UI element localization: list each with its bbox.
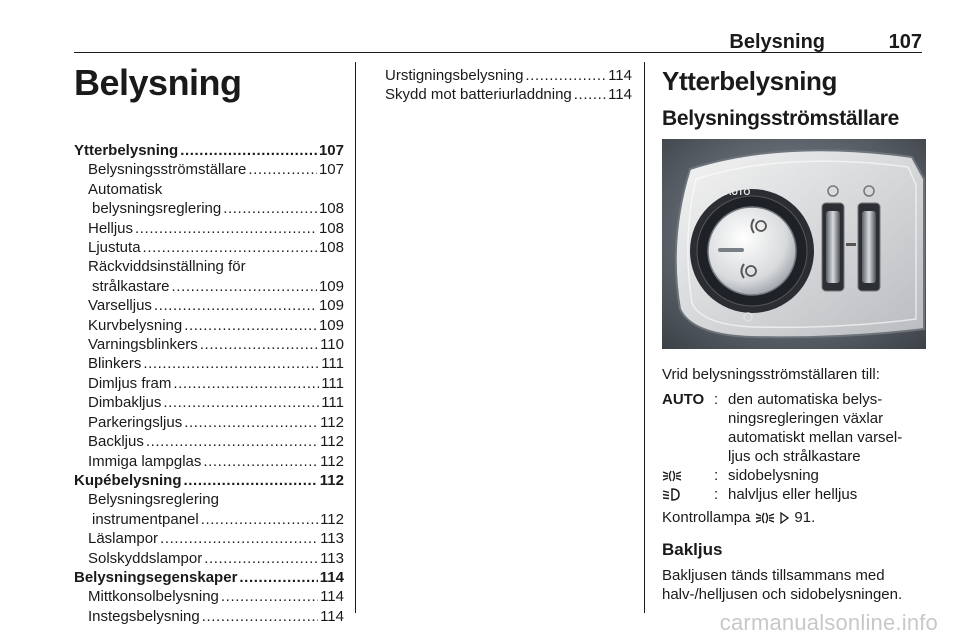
watermark: carmanualsonline.info bbox=[719, 610, 938, 635]
toc-leader-dots bbox=[200, 335, 318, 354]
toc-leader-dots bbox=[184, 413, 318, 432]
toc-entry[interactable] bbox=[74, 199, 344, 218]
toc-leader-dots bbox=[574, 85, 606, 104]
toc-entry-page: 111 bbox=[321, 355, 344, 373]
toc-leader-dots bbox=[184, 471, 318, 490]
toc-leader-dots bbox=[180, 141, 317, 160]
toc-entry[interactable] bbox=[74, 413, 344, 432]
toc-entry[interactable] bbox=[74, 510, 344, 529]
toc-entry-label: Dimbakljus bbox=[88, 394, 162, 412]
toc-entry-page: 107 bbox=[318, 161, 344, 179]
definition-colon: : bbox=[714, 391, 719, 408]
control-lamp-label: Kontrollampa bbox=[662, 509, 751, 526]
toc-entry[interactable] bbox=[74, 393, 344, 412]
toc-entry[interactable] bbox=[74, 257, 344, 276]
toc-entry[interactable] bbox=[74, 490, 344, 509]
toc-entry-page: 107 bbox=[318, 142, 344, 159]
toc-entry-page: 108 bbox=[318, 200, 344, 218]
toc-entry-label: Urstigningsbelysning bbox=[385, 67, 524, 84]
svg-text:AUTO: AUTO bbox=[725, 187, 751, 197]
toc-entry-page: 108 bbox=[318, 239, 344, 257]
toc-entry-page: 112 bbox=[320, 510, 344, 528]
toc-leader-dots bbox=[202, 607, 318, 626]
table-of-contents bbox=[74, 141, 344, 626]
toc-entry-page: 114 bbox=[608, 86, 632, 104]
toc-entry-page: 109 bbox=[318, 277, 344, 295]
toc-entry-page: 111 bbox=[321, 394, 344, 412]
toc-entry-label: Dimljus fram bbox=[88, 374, 172, 392]
toc-entry-page: 110 bbox=[320, 336, 344, 354]
toc-entry-label: Backljus bbox=[88, 433, 144, 451]
toc-entry-label: Helljus bbox=[88, 219, 134, 237]
toc-entry-label: Instegsbelysning bbox=[88, 607, 200, 625]
toc-entry-label: Parkeringsljus bbox=[88, 413, 183, 431]
toc-entry-label: Automatisk bbox=[88, 180, 163, 198]
toc-leader-dots bbox=[184, 316, 317, 335]
toc-entry-label: Varningsblinkers bbox=[88, 336, 198, 354]
toc-leader-dots bbox=[223, 199, 317, 218]
toc-leader-dots bbox=[525, 66, 606, 85]
toc-entry-label: instrumentpanel bbox=[92, 510, 199, 528]
toc-leader-dots bbox=[143, 238, 317, 257]
toc-entry-page: 113 bbox=[320, 549, 344, 567]
toc-entry-label: strålkastare bbox=[92, 277, 170, 295]
definition-side-light bbox=[662, 466, 932, 485]
toc-entry[interactable] bbox=[385, 66, 632, 85]
definition-auto bbox=[662, 390, 932, 466]
toc-leader-dots bbox=[173, 374, 319, 393]
toc-entry-page: 113 bbox=[320, 530, 344, 548]
toc-entry-label: Skydd mot batteriurladdning bbox=[385, 86, 572, 104]
toc-entry[interactable] bbox=[74, 471, 344, 490]
control-lamp-page[interactable]: 91. bbox=[794, 509, 816, 526]
toc-entry[interactable] bbox=[74, 607, 344, 626]
toc-entry-label: Varselljus bbox=[88, 297, 152, 315]
toc-entry-page: 109 bbox=[318, 297, 344, 315]
toc-entry-label: Räckviddsinställning för bbox=[88, 258, 246, 276]
subheading: Bakljus bbox=[662, 540, 723, 559]
toc-entry-label: Belysningsströmställare bbox=[88, 161, 247, 179]
toc-entry-label: belysningsreglering bbox=[92, 200, 222, 218]
toc-entry[interactable] bbox=[74, 452, 344, 471]
toc-entry-label: Kurvbelysning bbox=[88, 316, 183, 334]
toc-entry-label: Mittkonsolbelysning bbox=[88, 588, 219, 606]
intro-text: Vrid belysningsströmställaren till: bbox=[662, 366, 880, 383]
toc-entry-page: 114 bbox=[320, 588, 344, 606]
toc-leader-dots bbox=[160, 529, 318, 548]
low-beam-icon bbox=[662, 485, 714, 504]
switch-positions-list bbox=[662, 390, 932, 504]
toc-entry[interactable] bbox=[74, 374, 344, 393]
toc-leader-dots bbox=[201, 510, 318, 529]
toc-entry[interactable] bbox=[74, 238, 344, 257]
header-rule bbox=[74, 52, 922, 53]
toc-leader-dots bbox=[154, 296, 317, 315]
table-of-contents-continued bbox=[385, 66, 632, 105]
toc-leader-dots bbox=[239, 568, 317, 587]
side-light-icon bbox=[662, 466, 714, 485]
toc-entry[interactable] bbox=[74, 316, 344, 335]
column-divider bbox=[644, 62, 645, 613]
toc-entry-page: 112 bbox=[320, 433, 344, 451]
toc-entry-page: 114 bbox=[320, 607, 344, 625]
toc-entry-page: 111 bbox=[321, 374, 344, 392]
definition-text: den automatiska belys- ningsregleringen växlar automatiskt mellan varsel- ljus och strålkastare bbox=[728, 391, 903, 465]
toc-leader-dots bbox=[221, 587, 318, 606]
body-paragraph: Bakljusen tänds tillsammans med halv-/helljusen och sidobelysningen. bbox=[662, 567, 903, 603]
toc-entry-page: 109 bbox=[318, 316, 344, 334]
toc-leader-dots bbox=[135, 219, 317, 238]
definition-term: AUTO bbox=[662, 391, 705, 408]
toc-leader-dots bbox=[172, 277, 317, 296]
toc-entry-page: 112 bbox=[320, 452, 344, 470]
toc-entry[interactable] bbox=[74, 180, 344, 199]
side-light-icon bbox=[755, 512, 775, 524]
definition-colon: : bbox=[714, 486, 719, 503]
toc-entry-label: Belysningsreglering bbox=[88, 491, 219, 509]
toc-entry[interactable] bbox=[74, 160, 344, 179]
toc-entry[interactable] bbox=[74, 277, 344, 296]
page-ref-arrow-icon bbox=[780, 512, 789, 524]
running-title: Belysning bbox=[729, 31, 825, 53]
toc-entry-label: Solskyddslampor bbox=[88, 549, 203, 567]
toc-entry[interactable] bbox=[74, 296, 344, 315]
toc-leader-dots bbox=[146, 432, 318, 451]
toc-leader-dots bbox=[163, 393, 319, 412]
definition-low-beam bbox=[662, 485, 932, 504]
toc-entry-page: 114 bbox=[319, 568, 344, 586]
toc-entry[interactable] bbox=[74, 587, 344, 606]
column-divider bbox=[355, 62, 356, 613]
definition-colon: : bbox=[714, 467, 719, 484]
subsection-title: Belysningsströmställare bbox=[662, 107, 900, 130]
definition-text: sidobelysning bbox=[728, 467, 819, 484]
toc-entry-label: Ytterbelysning bbox=[74, 142, 179, 159]
control-lamp-reference bbox=[662, 508, 815, 527]
page-number: 107 bbox=[888, 31, 922, 53]
toc-entry-label: Läslampor bbox=[88, 530, 159, 548]
toc-leader-dots bbox=[204, 549, 318, 568]
toc-entry-page: 114 bbox=[608, 67, 632, 84]
toc-entry-label: Blinkers bbox=[88, 355, 142, 373]
toc-entry[interactable] bbox=[74, 529, 344, 548]
toc-entry[interactable] bbox=[74, 219, 344, 238]
toc-entry[interactable] bbox=[74, 354, 344, 373]
toc-leader-dots bbox=[143, 354, 319, 373]
toc-entry[interactable] bbox=[74, 549, 344, 568]
toc-entry[interactable] bbox=[74, 141, 344, 160]
toc-entry-label: Kupébelysning bbox=[74, 471, 182, 489]
toc-entry[interactable] bbox=[74, 432, 344, 451]
toc-entry[interactable] bbox=[385, 85, 632, 104]
toc-entry-label: Ljustuta bbox=[88, 239, 141, 257]
toc-entry-page: 108 bbox=[318, 219, 344, 237]
toc-leader-dots bbox=[248, 160, 317, 179]
toc-entry-label: Immiga lampglas bbox=[88, 452, 202, 470]
chapter-title: Belysning bbox=[74, 62, 242, 103]
toc-leader-dots bbox=[203, 452, 318, 471]
toc-entry-page: 112 bbox=[320, 413, 344, 431]
toc-entry[interactable] bbox=[74, 568, 344, 587]
toc-entry[interactable] bbox=[74, 335, 344, 354]
toc-entry-label: Belysningsegenskaper bbox=[74, 568, 238, 586]
definition-text: halvljus eller helljus bbox=[728, 486, 858, 503]
toc-entry-page: 112 bbox=[319, 471, 344, 489]
section-title: Ytterbelysning bbox=[662, 66, 837, 96]
light-switch-photo bbox=[662, 139, 926, 349]
